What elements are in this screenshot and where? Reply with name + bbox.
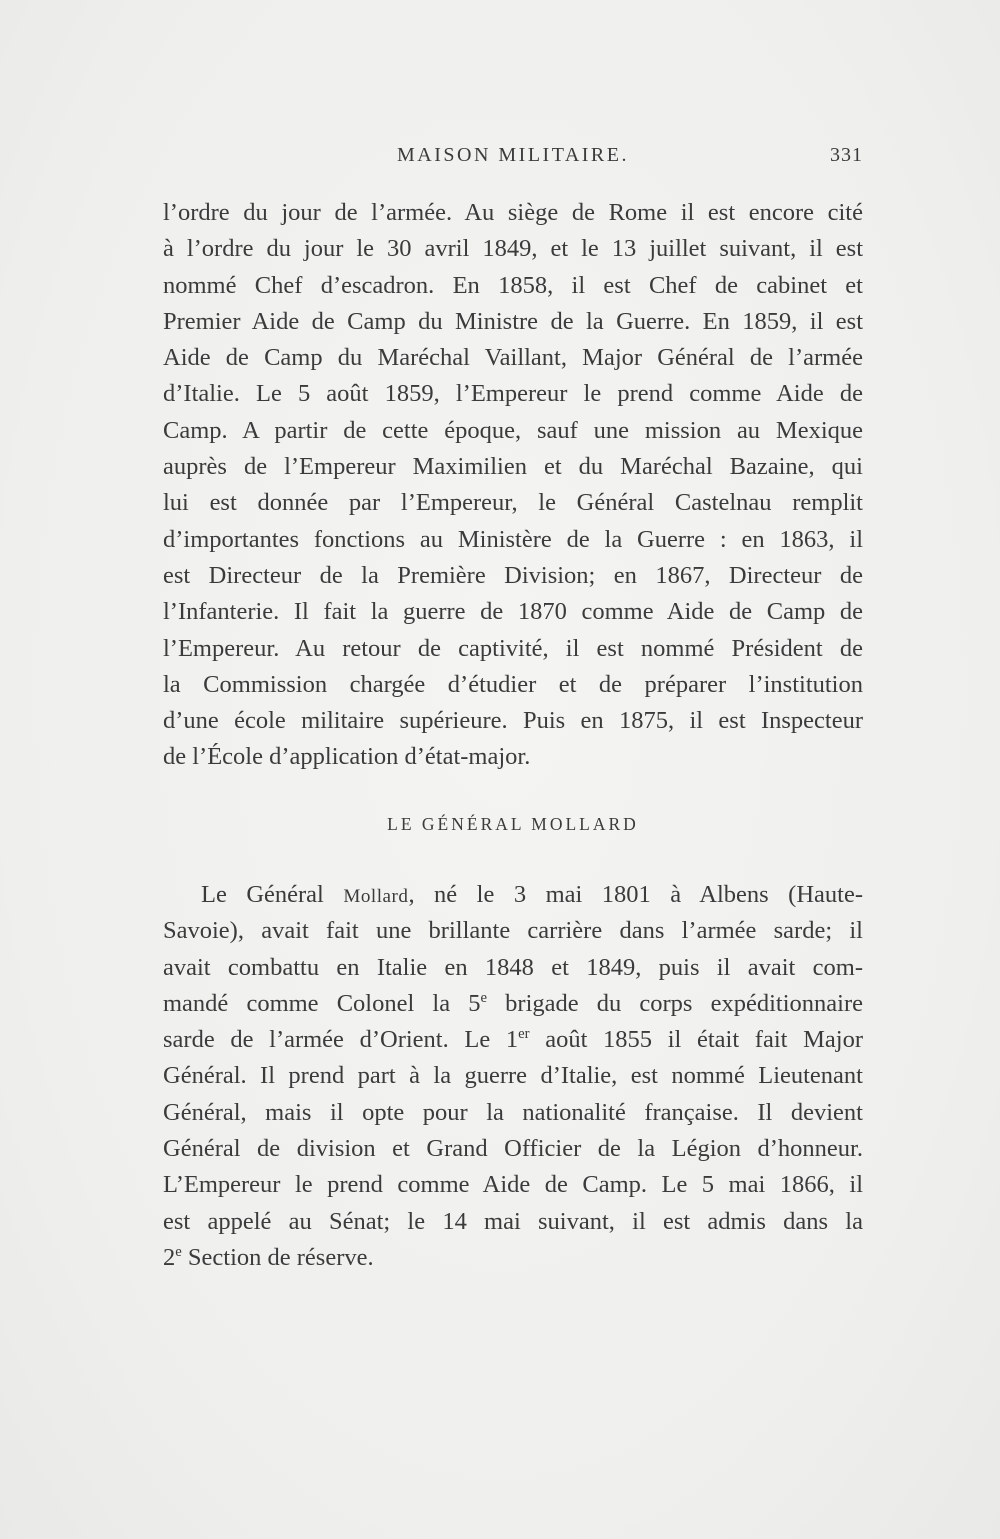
running-head (163, 144, 863, 174)
text-segment: Section de réserve. (181, 1243, 374, 1271)
text-line: Camp. A partir de cette époque, sauf une mission au Mexique (163, 416, 863, 444)
text-line (163, 986, 863, 1022)
text-line: est Directeur de la Première Division; en 1867, Directeur de (163, 561, 863, 589)
text-line: d’Italie. Le 5 août 1859, l’Empereur le prend comme Aide de (163, 380, 863, 408)
text-segment: , né le 3 mai 1801 à Albens (Haute- (408, 881, 864, 908)
text-segment: août 1855 il était fait Major (529, 1026, 863, 1054)
text-line: d’importantes fonctions au Ministère de la Guerre : en 1863, il (163, 525, 863, 553)
text-segment: 2 (163, 1243, 176, 1271)
paragraph-continued (163, 195, 863, 776)
superscript: e (175, 1243, 182, 1260)
text-line: l’Infanterie. Il fait la guerre de 1870 comme Aide de Camp de (163, 598, 863, 626)
text-line: L’Empereur le prend comme Aide de Camp. Le 5 mai 1866, il (163, 1171, 863, 1199)
text-line: Général. Il prend part à la guerre d’Italie, est nommé Lieutenant (163, 1062, 863, 1090)
text-line: Général, mais il opte pour la nationalité française. Il devient (163, 1098, 863, 1126)
superscript: e (480, 989, 488, 1006)
person-name: Mollard (343, 886, 409, 907)
text-line: Premier Aide de Camp du Ministre de la Guerre. En 1859, il est (163, 307, 863, 335)
text-line: à l’ordre du jour le 30 avril 1849, et le 13 juillet suivant, il est (163, 235, 863, 263)
text-segment: brigade du corps expéditionnaire (487, 989, 863, 1017)
text-line: est appelé au Sénat; le 14 mai suivant, il est admis dans la (163, 1207, 863, 1235)
text-segment: Le Général (201, 881, 344, 908)
text-line: Général de division et Grand Officier de la Légion d’honneur. (163, 1135, 863, 1163)
section-heading: LE GÉNÉRAL MOLLARD (387, 814, 639, 834)
text-line (163, 877, 863, 913)
text-segment: mandé comme Colonel la 5 (163, 989, 481, 1017)
text-line: de l’École d’application d’état-major. (163, 743, 531, 771)
text-segment: sarde de l’armée d’Orient. Le 1 (163, 1026, 519, 1054)
text-line: la Commission chargée d’étudier et de préparer l’institution (163, 670, 863, 698)
text-line: Savoie), avait fait une brillante carrière dans l’armée sarde; il (163, 917, 863, 945)
text-line: l’ordre du jour de l’armée. Au siège de Rome il est encore cité (163, 199, 863, 226)
paragraph-mollard (163, 877, 863, 1276)
text-line (163, 1022, 863, 1058)
text-line: d’une école militaire supérieure. Puis en 1875, il est Inspecteur (163, 707, 863, 735)
text-line: auprès de l’Empereur Maximilien et du Maréchal Bazaine, qui (163, 453, 863, 481)
page-number: 331 (830, 144, 863, 166)
text-line: l’Empereur. Au retour de captivité, il est nommé Président de (163, 634, 863, 662)
superscript: er (518, 1026, 530, 1043)
text-line: nommé Chef d’escadron. En 1858, il est Chef de cabinet et (163, 271, 863, 299)
text-line: lui est donnée par l’Empereur, le Général Castelnau remplit (163, 489, 863, 517)
text-line: avait combattu en Italie en 1848 et 1849, puis il avait com- (163, 953, 863, 981)
text-line: Aide de Camp du Maréchal Vaillant, Major Général de l’armée (163, 344, 863, 372)
running-title: MAISON MILITAIRE. (397, 144, 629, 166)
text-line (163, 1240, 863, 1276)
